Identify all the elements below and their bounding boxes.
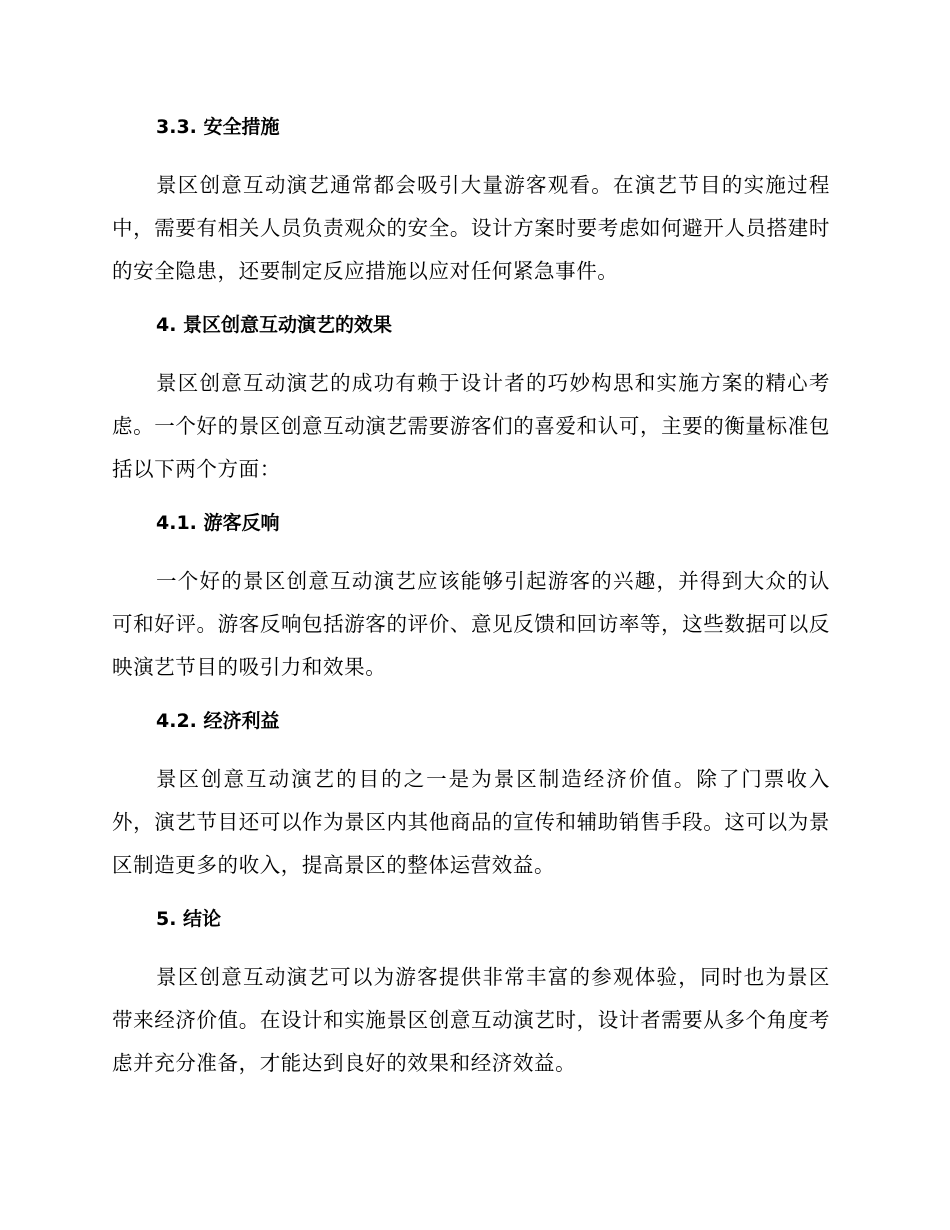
- document-page: [112, 108, 830, 1085]
- section-paragraph-4: 景区创意互动演艺的成功有赖于设计者的巧妙构思和实施方案的精心考虑。一个好的景区创意互动演艺需要游客们的喜爱和认可，主要的衡量标准包括以下两个方面：: [112, 371, 830, 481]
- section-paragraph-5: 景区创意互动演艺可以为游客提供非常丰富的参观体验，同时也为景区带来经济价值。在设计和实施景区创意互动演艺时，设计者需要从多个角度考虑并充分准备，才能达到良好的效果和经济效益。: [112, 965, 830, 1075]
- section-heading-4-2: 4.2. 经济利益: [156, 710, 280, 732]
- section-heading-5: 5. 结论: [156, 908, 222, 930]
- section-paragraph-4-2: 景区创意互动演艺的目的之一是为景区制造经济价值。除了门票收入外，演艺节目还可以作为景区内其他商品的宣传和辅助销售手段。这可以为景区制造更多的收入，提高景区的整体运营效益。: [112, 767, 830, 877]
- section-heading-4-1: 4.1. 游客反响: [156, 512, 280, 534]
- section-heading-4: 4. 景区创意互动演艺的效果: [156, 314, 393, 336]
- section-paragraph-4-1: 一个好的景区创意互动演艺应该能够引起游客的兴趣，并得到大众的认可和好评。游客反响包括游客的评价、意见反馈和回访率等，这些数据可以反映演艺节目的吸引力和效果。: [112, 569, 830, 679]
- section-heading-3-3: 3.3. 安全措施: [156, 116, 280, 138]
- section-paragraph-3-3: 景区创意互动演艺通常都会吸引大量游客观看。在演艺节目的实施过程中，需要有相关人员负责观众的安全。设计方案时要考虑如何避开人员搭建时的安全隐患，还要制定反应措施以应对任何紧急事件。: [112, 173, 830, 283]
